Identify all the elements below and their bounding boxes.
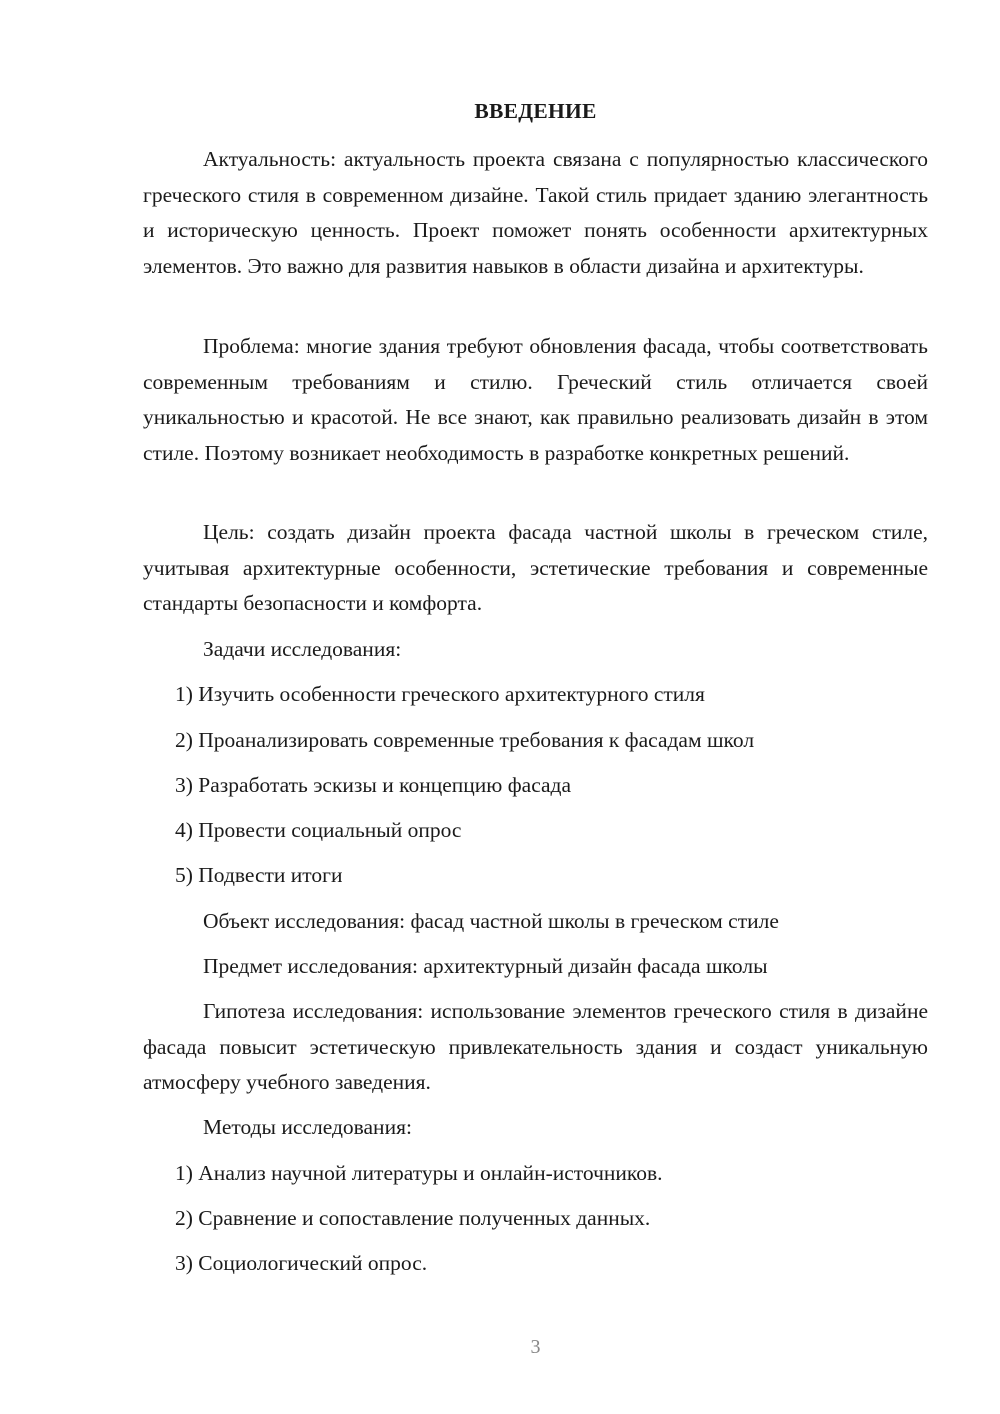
task-item-3: 3) Разработать эскизы и концепцию фасада	[175, 773, 572, 797]
task-item-1: 1) Изучить особенности греческого архитектурного стиля	[175, 682, 705, 706]
problem-paragraph-block	[143, 329, 928, 471]
document-page	[143, 0, 928, 1414]
research-subject: Предмет исследования: архитектурный дизайн фасада школы	[203, 954, 768, 978]
method-item	[143, 1203, 928, 1233]
subject-block	[143, 951, 928, 981]
section-title: ВВЕДЕНИЕ	[474, 99, 597, 123]
object-block	[143, 906, 928, 936]
hypothesis-paragraph: Гипотеза исследования: использование элементов греческого стиля в дизайне фасада повысит эстетическую привлекательность здания и создаст уникальную атмосферу учебного заведения.	[143, 999, 928, 1094]
problem-paragraph: Проблема: многие здания требуют обновления фасада, чтобы соответствовать современным требованиям и стилю. Греческий стиль отличается своей уникальностью и красотой. Не все знают, как правильно реализовать дизайн в этом стиле. Поэтому возникает необходимость в разработке конкретных решений.	[143, 334, 928, 465]
tasks-heading: Задачи исследования:	[203, 637, 402, 661]
goal-paragraph-block	[143, 515, 928, 622]
actuality-paragraph-block	[143, 142, 928, 284]
method-item	[143, 1248, 928, 1278]
tasks-heading-block	[143, 634, 928, 664]
methods-heading-block	[143, 1112, 928, 1142]
methods-heading: Методы исследования:	[203, 1115, 412, 1139]
page-number: 3	[530, 1336, 541, 1358]
task-item-4: 4) Провести социальный опрос	[175, 818, 462, 842]
task-item	[143, 815, 928, 845]
goal-paragraph: Цель: создать дизайн проекта фасада частной школы в греческом стиле, учитывая архитектурные особенности, эстетические требования и современные стандарты безопасности и комфорта.	[143, 520, 928, 615]
task-item-5: 5) Подвести итоги	[175, 863, 343, 887]
research-object: Объект исследования: фасад частной школы в греческом стиле	[203, 909, 779, 933]
method-item-3: 3) Социологический опрос.	[175, 1251, 428, 1275]
actuality-paragraph: Актуальность: актуальность проекта связана с популярностью классического греческого стиля в современном дизайне. Такой стиль придает зданию элегантность и историческую ценность. Проект поможет понять особенности архитектурных элементов. Это важно для развития навыков в области дизайна и архитектуры.	[143, 147, 928, 278]
method-item-1: 1) Анализ научной литературы и онлайн-источников.	[175, 1161, 663, 1185]
task-item-2: 2) Проанализировать современные требования к фасадам школ	[175, 728, 755, 752]
task-item	[143, 725, 928, 755]
hypothesis-paragraph-block	[143, 994, 928, 1101]
task-item	[143, 679, 928, 709]
method-item	[143, 1158, 928, 1188]
method-item-2: 2) Сравнение и сопоставление полученных данных.	[175, 1206, 651, 1230]
task-item	[143, 860, 928, 890]
task-item	[143, 770, 928, 800]
